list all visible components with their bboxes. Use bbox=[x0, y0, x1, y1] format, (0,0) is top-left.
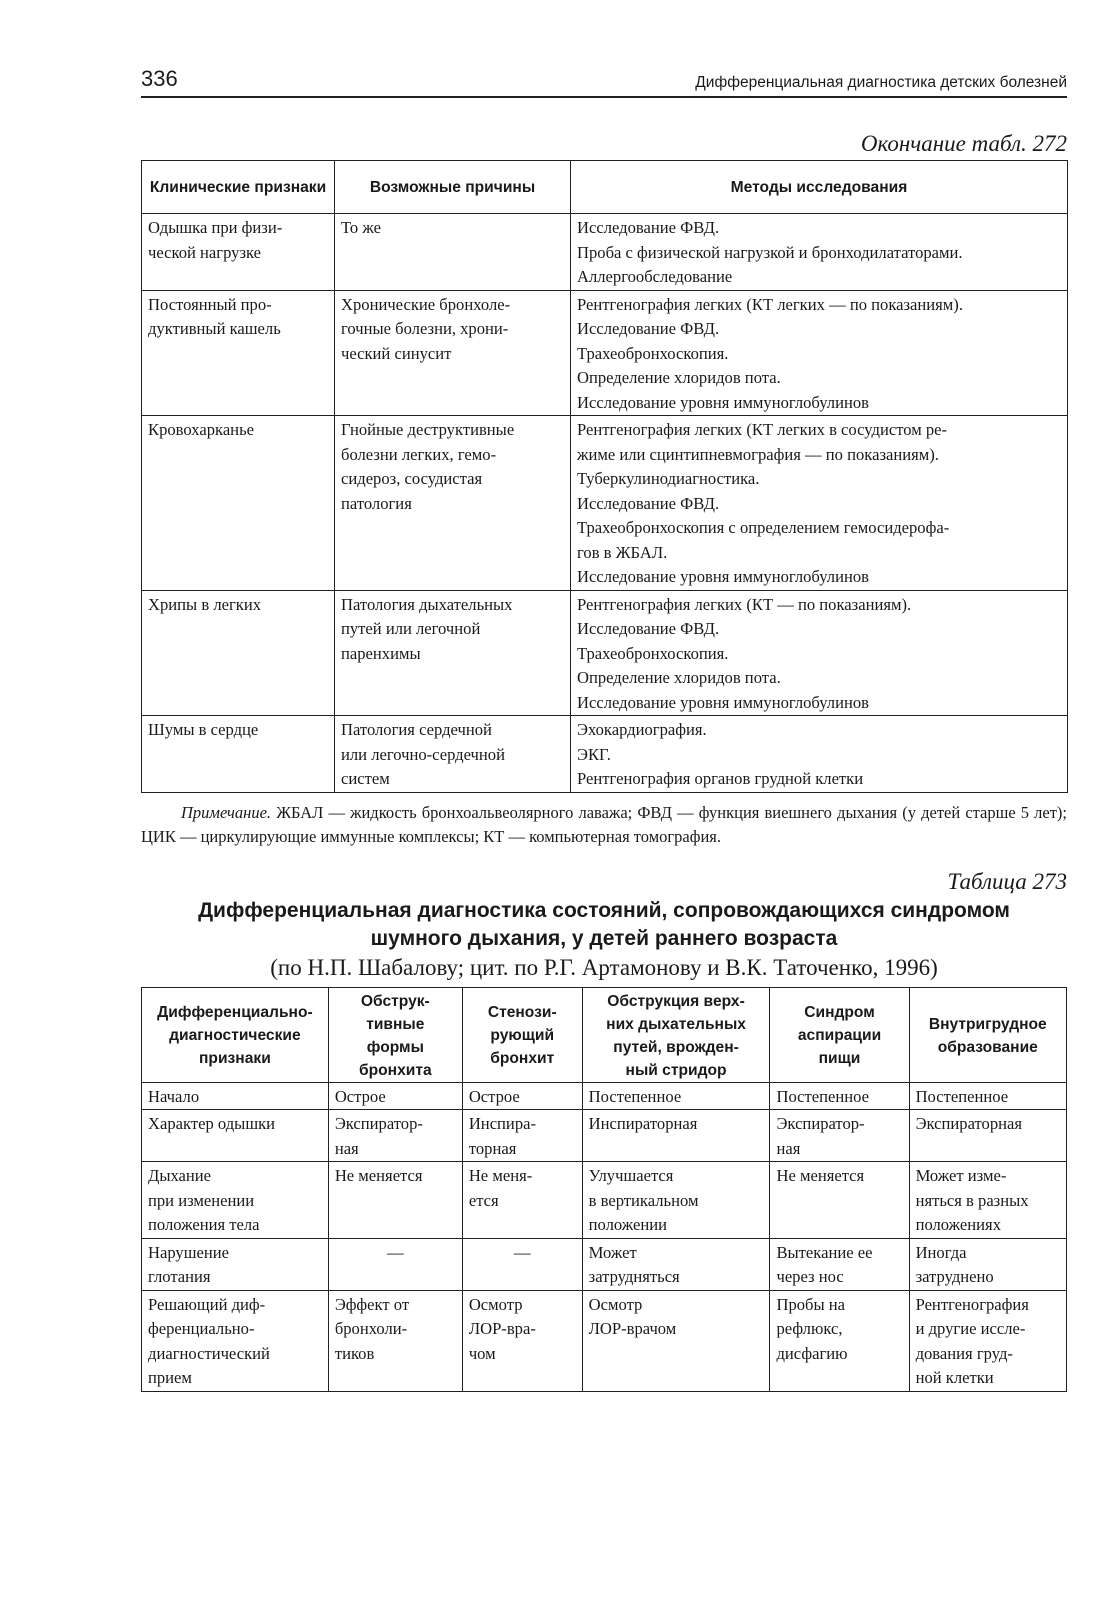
cell-line: ческий синусит bbox=[341, 343, 452, 363]
note-text: ЖБАЛ — жидкость бронхоальвеолярного лаважа; ФВД — функция виешнего дыхания (у детей старше 5 лет); ЦИК — циркулирующие иммунные комплексы; КТ — компьютерная томография. bbox=[141, 802, 1067, 846]
column-header bbox=[462, 987, 582, 1082]
cell-line: Вытекание ее bbox=[776, 1242, 873, 1262]
cell-line: ференциально- bbox=[148, 1319, 255, 1338]
column-header bbox=[909, 987, 1066, 1082]
table-cell bbox=[142, 1082, 329, 1110]
cell-line: паренхимы bbox=[341, 643, 421, 663]
table-header-row bbox=[142, 987, 1067, 1082]
cell-line: ной клетки bbox=[915, 1368, 994, 1387]
cell-line: Патология сердечной bbox=[341, 720, 492, 739]
table-272 bbox=[141, 160, 1068, 793]
table-cell bbox=[328, 1238, 462, 1290]
cell-line: дуктивный кашель bbox=[148, 319, 281, 338]
table-cell bbox=[142, 1238, 329, 1290]
table-cell bbox=[770, 1110, 909, 1162]
cell-line: Нарушение bbox=[148, 1242, 229, 1262]
cell-line: чом bbox=[468, 1343, 496, 1363]
cell-line: Может bbox=[588, 1242, 637, 1262]
cell-line: Постепенное bbox=[588, 1086, 682, 1106]
cell-line: Рентгенография легких (КТ легких — по показаниям). bbox=[577, 294, 963, 314]
cell-line: Трахеобронхоскопия. bbox=[577, 643, 729, 663]
running-head bbox=[141, 62, 1067, 98]
cell-line: дования груд- bbox=[915, 1343, 1013, 1363]
cell-line: Аллергообследование bbox=[577, 267, 733, 286]
cell-line: Рентгенография bbox=[915, 1294, 1029, 1314]
table-cell bbox=[909, 1162, 1066, 1239]
table-cell bbox=[770, 1290, 909, 1391]
causes-cell bbox=[335, 214, 571, 291]
table-row bbox=[142, 1110, 1067, 1162]
cell-line: Исследование уровня иммуноглобулинов bbox=[577, 392, 869, 412]
cell-line: Может изме- bbox=[915, 1166, 1007, 1185]
cell-line: Патология дыхательных bbox=[341, 594, 513, 614]
cell-line: путей или легочной bbox=[341, 619, 481, 638]
cell-line: Исследование уровня иммуноглобулинов bbox=[577, 567, 869, 586]
table-cell bbox=[909, 1238, 1066, 1290]
cell-line: ный стридор bbox=[625, 1061, 727, 1079]
cell-line: них дыхательных bbox=[606, 1015, 746, 1033]
table-cell bbox=[909, 1082, 1066, 1110]
causes-cell bbox=[335, 590, 571, 716]
cell-line: Проба с физической нагрузкой и бронходилататорами. bbox=[577, 242, 963, 262]
cell-line: Исследование ФВД. bbox=[577, 619, 720, 638]
cell-line: тиков bbox=[334, 1343, 375, 1363]
column-header bbox=[142, 987, 329, 1082]
title-line: шумного дыхания, у детей раннего возраста bbox=[370, 926, 838, 950]
cell-line: Рентгенография органов грудной клетки bbox=[577, 769, 864, 788]
table-row bbox=[142, 590, 1068, 716]
cell-line: дисфагию bbox=[776, 1343, 848, 1363]
table-cell bbox=[462, 1110, 582, 1162]
cell-line: аспирации bbox=[797, 1027, 882, 1044]
cell-line: Обструкция верх- bbox=[607, 992, 745, 1010]
cell-line: ЭКГ. bbox=[577, 744, 611, 764]
cell-line: формы bbox=[366, 1038, 424, 1056]
cell-line: Трахеобронхоскопия с определением гемосидерофа- bbox=[577, 518, 950, 537]
cell-line: Экспиратор- bbox=[334, 1114, 423, 1133]
table-cell bbox=[462, 1082, 582, 1110]
table-cell bbox=[462, 1162, 582, 1239]
table-cell bbox=[462, 1290, 582, 1391]
cell-line: Экспиратор- bbox=[776, 1114, 865, 1133]
cell-line: или легочно-сердечной bbox=[341, 744, 505, 764]
cell-line: Улучшается bbox=[588, 1166, 674, 1185]
table-272-caption: Окончание табл. 272 bbox=[860, 131, 1067, 156]
cell-line: пищи bbox=[818, 1050, 861, 1067]
table-cell bbox=[142, 1290, 329, 1391]
cell-line: Постепенное bbox=[776, 1086, 870, 1106]
table-cell bbox=[582, 1290, 770, 1391]
table-note bbox=[141, 801, 1067, 849]
column-header: Методы исследования bbox=[571, 161, 1068, 214]
table-273-body bbox=[142, 1082, 1067, 1391]
cell-line: систем bbox=[341, 769, 390, 788]
page bbox=[141, 62, 1067, 1392]
table-row bbox=[142, 214, 1068, 291]
cell-line: Хрипы в легких bbox=[148, 594, 262, 614]
table-row bbox=[142, 416, 1068, 591]
cell-line: затруднено bbox=[915, 1267, 994, 1286]
cell-line: Гнойные деструктивные bbox=[341, 420, 515, 439]
cell-line: Не меняется bbox=[776, 1166, 865, 1185]
causes-cell bbox=[335, 716, 571, 793]
cell-line: Определение хлоридов пота. bbox=[577, 368, 781, 387]
table-cell bbox=[909, 1110, 1066, 1162]
cell-line: Начало bbox=[148, 1086, 200, 1106]
cell-line: прием bbox=[148, 1368, 192, 1387]
table-cell bbox=[462, 1238, 582, 1290]
cell-line: То же bbox=[341, 218, 381, 237]
causes-cell bbox=[335, 290, 571, 416]
cell-line: сидероз, сосудистая bbox=[341, 469, 483, 488]
table-cell bbox=[328, 1290, 462, 1391]
cell-line: Постепенное bbox=[915, 1086, 1009, 1106]
cell-line: через нос bbox=[776, 1267, 844, 1286]
cell-line: Эхокардиография. bbox=[577, 720, 707, 739]
methods-cell bbox=[571, 416, 1068, 591]
table-cell bbox=[142, 1162, 329, 1239]
methods-cell bbox=[571, 290, 1068, 416]
cell-line: Исследование ФВД. bbox=[577, 319, 720, 338]
cell-line: болезни легких, гемо- bbox=[341, 444, 497, 464]
table-cell bbox=[142, 1110, 329, 1162]
sign-cell bbox=[142, 214, 335, 291]
table-cell bbox=[582, 1238, 770, 1290]
methods-cell bbox=[571, 590, 1068, 716]
table-273-caption: Таблица 273 bbox=[947, 868, 1067, 894]
title-line: Дифференциальная диагностика состояний, сопровождающихся синдромом bbox=[198, 898, 1010, 922]
cell-line: затрудняться bbox=[588, 1267, 680, 1286]
column-header bbox=[582, 987, 770, 1082]
cell-line: Инспираторная bbox=[588, 1114, 698, 1133]
cell-line: Острое bbox=[468, 1086, 520, 1106]
table-cell bbox=[582, 1110, 770, 1162]
cell-line: Внутригрудное bbox=[928, 1015, 1047, 1033]
column-header bbox=[770, 987, 909, 1082]
cell-line: Рентгенография легких (КТ — по показаниям). bbox=[577, 594, 912, 614]
cell-line: Одышка при физи- bbox=[148, 218, 283, 237]
cell-line: Дифференциально- bbox=[157, 1004, 313, 1021]
cell-line: — bbox=[513, 1242, 531, 1262]
table-header-row bbox=[142, 161, 1068, 214]
methods-cell bbox=[571, 716, 1068, 793]
page-number: 336 bbox=[141, 66, 178, 91]
table-272-body bbox=[142, 214, 1068, 793]
table-row bbox=[142, 1238, 1067, 1290]
cell-line: Рентгенография легких (КТ легких в сосудистом ре- bbox=[577, 420, 948, 439]
causes-cell bbox=[335, 416, 571, 591]
cell-line: при изменении bbox=[148, 1190, 255, 1210]
cell-line: гочные болезни, хрони- bbox=[341, 319, 509, 338]
table-cell bbox=[770, 1162, 909, 1239]
cell-line: рефлюкс, bbox=[776, 1319, 843, 1338]
cell-line: тивные bbox=[366, 1015, 425, 1033]
cell-line: положении bbox=[588, 1215, 668, 1234]
book-title: Дифференциальная диагностика детских болезней bbox=[695, 74, 1067, 91]
table-273 bbox=[141, 987, 1067, 1392]
cell-line: гов в ЖБАЛ. bbox=[577, 542, 668, 562]
cell-line: в вертикальном bbox=[588, 1190, 699, 1210]
cell-line: Не меняется bbox=[334, 1166, 423, 1185]
column-header bbox=[328, 987, 462, 1082]
cell-line: ческой нагрузке bbox=[148, 242, 262, 262]
cell-line: Острое bbox=[334, 1086, 386, 1106]
table-row bbox=[142, 1082, 1067, 1110]
table-cell bbox=[582, 1162, 770, 1239]
cell-line: ется bbox=[468, 1190, 499, 1210]
cell-line: Синдром bbox=[804, 1004, 875, 1021]
cell-line: ЛОР-вра- bbox=[468, 1319, 536, 1338]
cell-line: няться в разных bbox=[915, 1190, 1029, 1210]
table-row bbox=[142, 290, 1068, 416]
cell-line: Обструк- bbox=[360, 992, 430, 1010]
cell-line: Эффект от bbox=[334, 1294, 410, 1314]
cell-line: бронхита bbox=[358, 1061, 432, 1079]
cell-line: Стенози- bbox=[487, 1004, 557, 1021]
cell-line: Кровохарканье bbox=[148, 420, 254, 439]
table-row bbox=[142, 1290, 1067, 1391]
cell-line: Исследование ФВД. bbox=[577, 493, 720, 513]
cell-line: диагностические bbox=[169, 1027, 301, 1044]
table-row bbox=[142, 716, 1068, 793]
cell-line: Характер одышки bbox=[148, 1114, 276, 1133]
cell-line: Трахеобронхоскопия. bbox=[577, 343, 729, 363]
cell-line: бронхит bbox=[490, 1050, 555, 1067]
table-row bbox=[142, 1162, 1067, 1239]
cell-line: Не меня- bbox=[468, 1166, 533, 1185]
cell-line: — bbox=[387, 1242, 404, 1262]
cell-line: диагностический bbox=[148, 1343, 270, 1363]
cell-line: Определение хлоридов пота. bbox=[577, 668, 781, 687]
table-cell bbox=[328, 1162, 462, 1239]
column-header: Возможные причины bbox=[335, 161, 571, 214]
cell-line: Исследование уровня иммуноглобулинов bbox=[577, 692, 869, 712]
cell-line: глотания bbox=[148, 1267, 211, 1286]
cell-line: Осмотр bbox=[468, 1294, 523, 1314]
cell-line: ЛОР-врачом bbox=[588, 1319, 677, 1338]
cell-line: Иногда bbox=[915, 1242, 967, 1262]
cell-line: Дыхание bbox=[148, 1166, 212, 1185]
cell-line: Постоянный про- bbox=[148, 294, 272, 314]
cell-line: Шумы в сердце bbox=[148, 720, 259, 739]
table-cell bbox=[909, 1290, 1066, 1391]
cell-line: бронхоли- bbox=[334, 1319, 408, 1338]
cell-line: Инспира- bbox=[468, 1114, 537, 1133]
table-cell bbox=[770, 1082, 909, 1110]
cell-line: положениях bbox=[915, 1215, 1001, 1234]
cell-line: и другие иссле- bbox=[915, 1319, 1026, 1338]
cell-line: жиме или сцинтипневмография — по показаниям). bbox=[577, 444, 939, 464]
cell-line: положения тела bbox=[148, 1215, 260, 1234]
cell-line: Пробы на bbox=[776, 1294, 846, 1314]
sign-cell bbox=[142, 590, 335, 716]
column-header: Клинические признаки bbox=[142, 161, 335, 214]
table-cell bbox=[328, 1110, 462, 1162]
table-cell bbox=[328, 1082, 462, 1110]
cell-line: Осмотр bbox=[588, 1294, 643, 1314]
cell-line: Экспираторная bbox=[915, 1114, 1023, 1133]
cell-line: Туберкулинодиагностика. bbox=[577, 469, 760, 488]
table-273-source: (по Н.П. Шабалову; цит. по Р.Г. Артамонову и В.К. Таточенко, 1996) bbox=[270, 954, 938, 980]
sign-cell bbox=[142, 416, 335, 591]
table-cell bbox=[582, 1082, 770, 1110]
cell-line: ная bbox=[776, 1138, 801, 1158]
methods-cell bbox=[571, 214, 1068, 291]
table-cell bbox=[770, 1238, 909, 1290]
cell-line: торная bbox=[468, 1138, 517, 1158]
sign-cell bbox=[142, 716, 335, 793]
table-273-title bbox=[141, 897, 1067, 953]
cell-line: патология bbox=[341, 493, 412, 513]
cell-line: ная bbox=[334, 1138, 359, 1158]
cell-line: Решающий диф- bbox=[148, 1294, 266, 1314]
cell-line: путей, врожден- bbox=[613, 1038, 739, 1056]
cell-line: рующий bbox=[490, 1027, 555, 1044]
cell-line: Хронические бронхоле- bbox=[341, 294, 511, 314]
cell-line: признаки bbox=[199, 1050, 271, 1067]
cell-line: Исследование ФВД. bbox=[577, 218, 720, 237]
note-label: Примечание. bbox=[181, 802, 272, 822]
sign-cell bbox=[142, 290, 335, 416]
cell-line: образование bbox=[937, 1038, 1038, 1056]
